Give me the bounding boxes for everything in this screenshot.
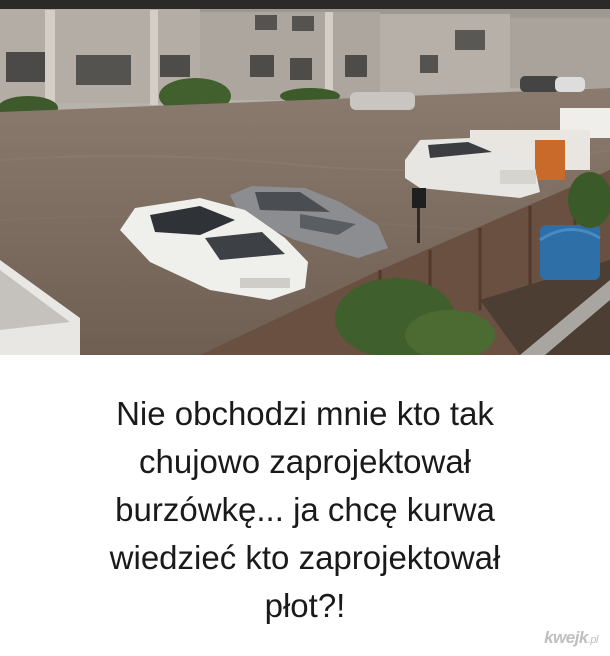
kwejk-watermark	[544, 628, 598, 648]
caption-line: chujowo zaprojektował	[138, 443, 471, 480]
watermark-brand: kwejk	[544, 628, 588, 647]
caption-line: Nie obchodzi mnie kto tak	[116, 395, 494, 432]
caption-line: wiedzieć kto zaprojektował	[109, 539, 501, 576]
meme-caption	[0, 390, 610, 630]
caption-line: płot?!	[264, 587, 346, 624]
caption-line: burzówkę... ja chcę kurwa	[115, 491, 495, 528]
street-sign	[412, 188, 426, 208]
watermark-suffix: .pl	[587, 634, 598, 646]
